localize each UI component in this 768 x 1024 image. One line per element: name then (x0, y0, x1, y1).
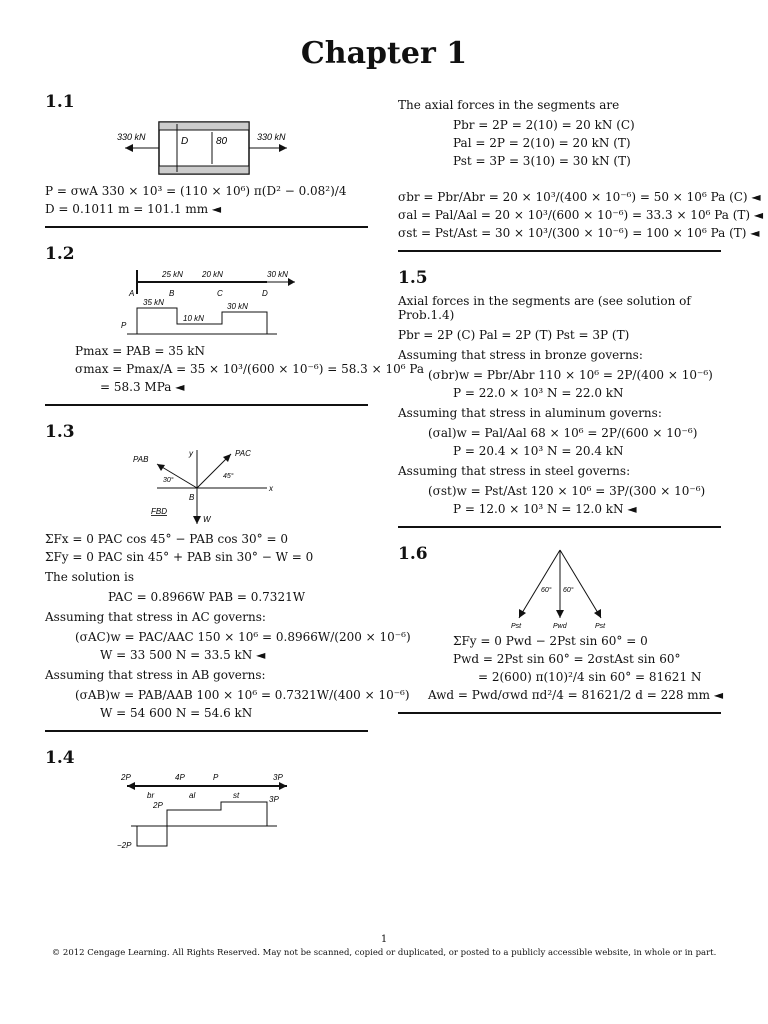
force-label: P (212, 773, 218, 782)
force-label: 20 kN (201, 270, 223, 279)
equation: ΣFy = 0 Pwd − 2Pst sin 60° = 0 (453, 634, 648, 648)
equation: σst = Pst/Ast = 30 × 10³/(300 × 10⁻⁶) = 100 × 10⁶ Pa (T) ◄ (398, 226, 760, 240)
equation: Pwd = 2Pst sin 60° = 2σstAst sin 60° (453, 652, 681, 666)
section-divider (398, 250, 721, 252)
equation: = 58.3 MPa ◄ (100, 380, 185, 394)
right-column (398, 92, 764, 730)
section-divider (398, 526, 721, 528)
value-label: 2P (152, 801, 163, 810)
equation: = 2(600) π(10)²/4 sin 60° = 81621 N (478, 670, 702, 684)
text: Assuming that stress in AC governs: (45, 610, 266, 624)
dim-d-label: D (180, 136, 188, 147)
force-label: Pwd (552, 623, 567, 630)
equation: Pst = 3P = 3(10) = 30 kN (T) (453, 154, 631, 168)
equation: (σAC)w = PAC/AAC 150 × 10⁶ = 0.8966W/(200 × 10⁻⁶) (75, 630, 411, 644)
point-label: B (188, 493, 194, 502)
equation: σbr = Pbr/Abr = 20 × 10³/(400 × 10⁻⁶) = 50 × 10⁶ Pa (C) ◄ (398, 190, 761, 204)
chapter-title: Chapter 1 (300, 36, 468, 71)
force-label: 25 kN (161, 270, 183, 279)
equation: P = 22.0 × 10³ N = 22.0 kN (453, 386, 624, 400)
problem-number: 1.4 (45, 748, 75, 768)
figure-1-1 (117, 116, 297, 180)
page-number: 1 (380, 934, 388, 945)
equation: Awd = Pwd/σwd πd²/4 = 81621/2 d = 228 mm ◄ (428, 688, 724, 702)
problem-1-5 (398, 268, 721, 516)
force-label: 3P (272, 773, 283, 782)
segment-label: br (146, 791, 154, 800)
equation: P = σwA 330 × 10³ = (110 × 10⁶) π(D² − 0.08²)/4 (45, 184, 347, 198)
text: Assuming that stress in bronze governs: (398, 348, 643, 362)
equation: W = 54 600 N = 54.6 kN (100, 706, 253, 720)
equation: ΣFy = 0 PAC sin 45° + PAB sin 30° − W = 0 (45, 550, 314, 564)
copyright-notice: © 2012 Cengage Learning. All Rights Reserved. May not be scanned, copied or duplicated, or posted to a publicly accessible website, in whole or in part. (51, 948, 717, 958)
text: Assuming that stress in steel governs: (398, 464, 631, 478)
equation: ΣFx = 0 PAC cos 45° − PAB cos 30° = 0 (45, 532, 288, 546)
force-label: W (202, 515, 211, 524)
force-label: Pst (510, 623, 521, 630)
figure-1-4 (117, 772, 297, 850)
equation: σal = Pal/Aal = 20 × 10³/(600 × 10⁻⁶) = 33.3 × 10⁶ Pa (T) ◄ (398, 208, 764, 222)
angle-label: 60° (540, 587, 552, 594)
point-label: B (168, 289, 174, 298)
problem-number: 1.1 (45, 92, 75, 112)
segment-label: st (232, 791, 239, 800)
figure-1-6 (505, 546, 615, 630)
text: Axial forces in the segments are (see solution of Prob.1.4) (398, 294, 691, 322)
equation: Pbr = 2P (C) Pal = 2P (T) Pst = 3P (T) (398, 328, 630, 342)
equation: (σal)w = Pal/Aal 68 × 10⁶ = 2P/(600 × 10⁻⁶) (428, 426, 698, 440)
segment-label: al (188, 791, 195, 800)
force-label: 2P (120, 773, 131, 782)
equation: (σAB)w = PAB/AAB 100 × 10⁶ = 0.7321W/(400 × 10⁻⁶) (75, 688, 410, 702)
axis-label: P (120, 321, 126, 330)
section-divider (45, 404, 368, 406)
value-label: 10 kN (182, 314, 204, 323)
problem-number: 1.3 (45, 422, 75, 442)
problem-1-4-solution (398, 98, 764, 240)
problem-number: 1.6 (398, 544, 428, 564)
equation: Pbr = 2P = 2(10) = 20 kN (C) (453, 118, 635, 132)
equation: W = 33 500 N = 33.5 kN ◄ (100, 648, 266, 662)
force-label: 30 kN (266, 270, 288, 279)
problem-1-1 (45, 92, 368, 216)
value-label: 30 kN (226, 302, 248, 311)
equation: Pmax = PAB = 35 kN (75, 344, 206, 358)
force-label: 4P (174, 773, 185, 782)
equation: (σbr)w = Pbr/Abr 110 × 10⁶ = 2P/(400 × 10⁻⁶) (428, 368, 713, 382)
equation: (σst)w = Pst/Ast 120 × 10⁶ = 3P/(300 × 10⁻⁶) (428, 484, 706, 498)
equation: PAC = 0.8966W PAB = 0.7321W (107, 590, 306, 604)
point-label: C (216, 289, 223, 298)
text: The axial forces in the segments are (398, 98, 620, 112)
axis-label: y (188, 449, 193, 458)
axis-label: x (268, 484, 273, 493)
load-right-label: 330 kN (256, 132, 286, 142)
value-label: −2P (116, 841, 131, 850)
dim-80-label: 80 (215, 136, 227, 147)
text: The solution is (45, 570, 135, 584)
value-label: 35 kN (142, 298, 164, 307)
point-label: D (261, 289, 268, 298)
figure-1-3 (127, 446, 287, 528)
section-divider (398, 712, 721, 714)
equation: P = 20.4 × 10³ N = 20.4 kN (453, 444, 624, 458)
angle-label: 30° (162, 477, 174, 484)
angle-label: 60° (562, 587, 574, 594)
point-label: A (128, 289, 134, 298)
problem-1-3 (45, 422, 411, 720)
force-label: Pst (594, 623, 605, 630)
angle-label: 45° (222, 473, 234, 480)
problem-number: 1.2 (45, 244, 75, 264)
problem-number: 1.5 (398, 268, 428, 288)
load-left-label: 330 kN (116, 132, 146, 142)
equation: σmax = Pmax/A = 35 × 10³/(600 × 10⁻⁶) = 58.3 × 10⁶ Pa (75, 362, 425, 376)
force-label: PAC (234, 449, 251, 458)
fbd-label: FBD (150, 507, 167, 516)
text: Assuming that stress in AB governs: (45, 668, 266, 682)
section-divider (45, 226, 368, 228)
figure-1-2 (107, 268, 307, 340)
value-label: 3P (268, 795, 279, 804)
equation: D = 0.1011 m = 101.1 mm ◄ (45, 202, 222, 216)
problem-1-6 (398, 544, 724, 702)
problem-1-4-figure (45, 748, 368, 850)
section-divider (45, 730, 368, 732)
text: Assuming that stress in aluminum governs: (398, 406, 662, 420)
equation: P = 12.0 × 10³ N = 12.0 kN ◄ (453, 502, 637, 516)
force-label: PAB (132, 455, 148, 464)
equation: Pal = 2P = 2(10) = 20 kN (T) (453, 136, 631, 150)
